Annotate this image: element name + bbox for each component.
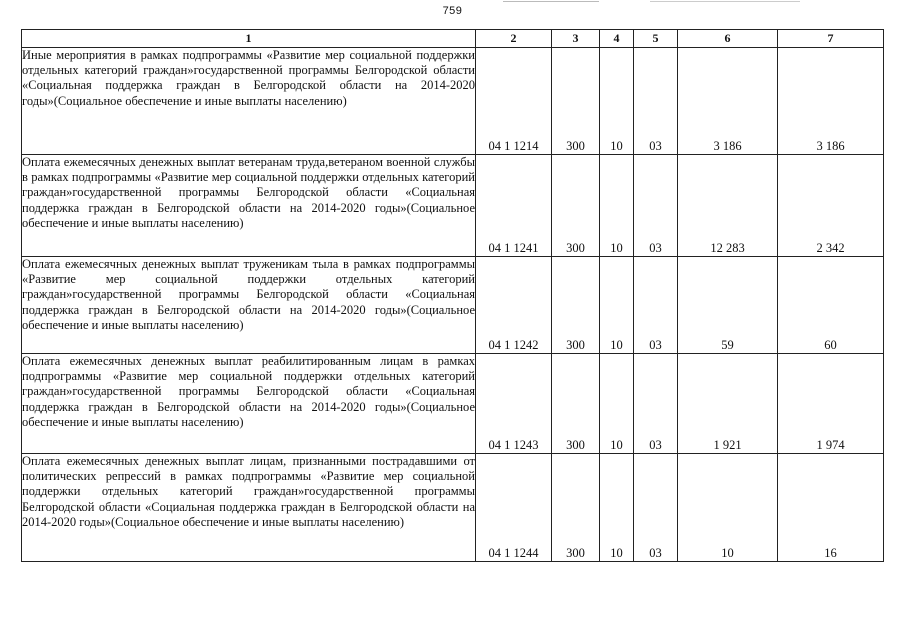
row-cell: 03 (634, 257, 678, 354)
row-cell: 59 (678, 257, 778, 354)
row-cell: 1 921 (678, 354, 778, 454)
row-cell: 03 (634, 155, 678, 257)
row-code: 04 1 1214 (476, 48, 552, 155)
column-header: 2 (476, 30, 552, 48)
row-cell: 10 (600, 454, 634, 562)
row-cell: 3 186 (678, 48, 778, 155)
row-cell: 16 (778, 454, 884, 562)
column-header: 7 (778, 30, 884, 48)
row-description: Оплата ежемесячных денежных выплат труженикам тыла в рамках подпрограммы «Развитие мер социальной поддержки отдельных категорий граждан»государственной программы Белгородской области «Социальная поддержка граждан в Белгородской области на 2014-2020 годы»(Социальное обеспечение и иные выплаты населению) (22, 257, 476, 354)
page-number: 759 (442, 5, 463, 17)
row-code: 04 1 1242 (476, 257, 552, 354)
row-cell: 10 (600, 155, 634, 257)
table-row (22, 354, 884, 454)
row-cell: 12 283 (678, 155, 778, 257)
row-cell: 300 (552, 48, 600, 155)
table-row (22, 48, 884, 155)
row-description: Оплата ежемесячных денежных выплат лицам, признанными пострадавшими от политических репрессий в рамках подпрограммы «Развитие мер социальной поддержки отдельных категорий граждан»государственной программы Белгородской области «Социальная поддержка граждан в Белгородской области на 2014-2020 годы»(Социальное обеспечение и иные выплаты населению) (22, 454, 476, 562)
scan-artifact-line (650, 1, 800, 2)
table-row (22, 257, 884, 354)
row-code: 04 1 1244 (476, 454, 552, 562)
row-cell: 10 (600, 48, 634, 155)
row-cell: 10 (678, 454, 778, 562)
row-description: Оплата ежемесячных денежных выплат реабилитированным лицам в рамках подпрограммы «Развитие мер социальной поддержки отдельных категорий граждан»государственной программы Белгородской области «Социальная поддержка граждан в Белгородской области на 2014-2020 годы»(Социальное обеспечение и иные выплаты населению) (22, 354, 476, 454)
row-cell: 2 342 (778, 155, 884, 257)
row-cell: 1 974 (778, 354, 884, 454)
row-cell: 03 (634, 354, 678, 454)
budget-table (21, 29, 884, 562)
row-cell: 10 (600, 257, 634, 354)
column-header: 3 (552, 30, 600, 48)
row-cell: 10 (600, 354, 634, 454)
row-code: 04 1 1243 (476, 354, 552, 454)
row-cell: 300 (552, 257, 600, 354)
row-cell: 3 186 (778, 48, 884, 155)
row-code: 04 1 1241 (476, 155, 552, 257)
row-cell: 300 (552, 155, 600, 257)
row-cell: 60 (778, 257, 884, 354)
table-row (22, 155, 884, 257)
table-row (22, 454, 884, 562)
column-header: 6 (678, 30, 778, 48)
row-description: Иные мероприятия в рамках подпрограммы «Развитие мер социальной поддержки отдельных категорий граждан»государственной программы Белгородской области «Социальная поддержка граждан в Белгородской области на 2014-2020 годы»(Социальное обеспечение и иные выплаты населению) (22, 48, 476, 155)
column-header: 4 (600, 30, 634, 48)
row-cell: 03 (634, 48, 678, 155)
scan-artifact-line (503, 1, 599, 2)
row-description: Оплата ежемесячных денежных выплат ветеранам труда,ветераном военной службы в рамках подпрограммы «Развитие мер социальной поддержки отдельных категорий граждан»государственной программы Белгородской области «Социальная поддержка граждан в Белгородской области на 2014-2020 годы»(Социальное обеспечение и иные выплаты населению) (22, 155, 476, 257)
table-header-row (22, 30, 884, 48)
row-cell: 03 (634, 454, 678, 562)
row-cell: 300 (552, 354, 600, 454)
column-header: 5 (634, 30, 678, 48)
column-header: 1 (22, 30, 476, 48)
row-cell: 300 (552, 454, 600, 562)
